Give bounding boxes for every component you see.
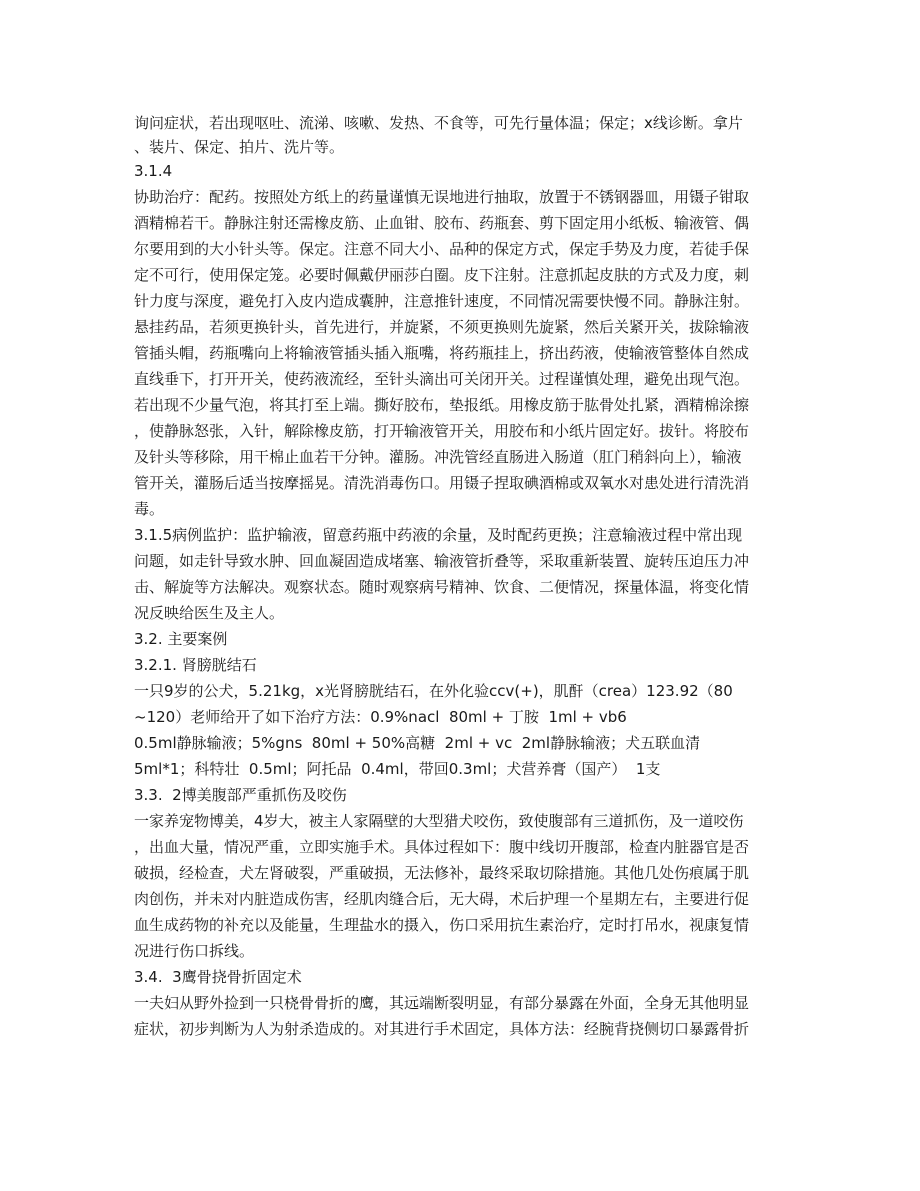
text-line: 3.1.5病例监护：监护输液，留意药瓶中药液的余量，及时配药更换；注意输液过程中常出现 <box>134 526 743 544</box>
text-line: 悬挂药品，若须更换针头，首先进行，并旋紧，不须更换则先旋紧，然后关紧开关，拔除输液 <box>134 318 750 336</box>
text-line: 尔要用到的大小针头等。保定。注意不同大小、品种的保定方式，保定手势及力度，若徒手保 <box>134 240 750 258</box>
text-line: 定不可行，使用保定笼。必要时佩戴伊丽莎白圈。皮下注射。注意抓起皮肤的方式及力度，刺 <box>134 266 750 284</box>
text-line: 3.2. 主要案例 <box>134 630 228 648</box>
text-line: 若出现不少量气泡，将其打至上端。撕好胶布，垫报纸。用橡皮筋于肱骨处扎紧，酒精棉涂擦 <box>134 396 750 414</box>
text-line: 3.3. 2博美腹部严重抓伤及咬伤 <box>134 786 347 804</box>
document-body <box>134 110 786 1042</box>
text-line: 一夫妇从野外捡到一只桡骨骨折的鹰，其远端断裂明显，有部分暴露在外面，全身无其他明显 <box>134 994 750 1012</box>
text-line: 酒精棉若干。静脉注射还需橡皮筋、止血钳、胶布、药瓶套、剪下固定用小纸板、输液管、偶 <box>134 214 750 232</box>
text-line: 况进行伤口拆线。 <box>134 942 255 960</box>
text-line: 血生成药物的补充以及能量，生理盐水的摄入，伤口采用抗生素治疗，定时打吊水，视康复情 <box>134 916 750 934</box>
text-line: 及针头等移除，用干棉止血若干分钟。灌肠。冲洗管经直肠进入肠道（肛门稍斜向上），输液 <box>134 448 742 466</box>
text-line: 毒。 <box>134 500 165 518</box>
text-line: 一家养宠物博美，4岁大，被主人家隔壁的大型猎犬咬伤，致使腹部有三道抓伤，及一道咬伤 <box>134 812 744 830</box>
text-line: 肉创伤，并未对内脏造成伤害，经肌肉缝合后，无大碍，术后护理一个星期左右，主要进行促 <box>134 890 750 908</box>
text-line: 管插头帽，药瓶嘴向上将输液管插头插入瓶嘴，将药瓶挂上，挤出药液，使输液管整体自然成 <box>134 344 750 362</box>
text-line: ，使静脉怒张，入针，解除橡皮筋，打开输液管开关，用胶布和小纸片固定好。拔针。将胶布 <box>134 422 750 440</box>
text-line: ~120）老师给开了如下治疗方法：0.9%nacl 80ml + 丁胺 1ml + vb6 <box>134 708 627 726</box>
text-line: 询问症状，若出现呕吐、流涕、咳嗽、发热、不食等，可先行量体温；保定；x线诊断。拿片 <box>134 114 743 132</box>
text-line: 针力度与深度，避免打入皮内造成囊肿，注意推针速度，不同情况需要快慢不同。静脉注射。 <box>134 292 750 310</box>
text-line: 问题，如走针导致水肿、回血凝固造成堵塞、输液管折叠等，采取重新装置、旋转压迫压力冲 <box>134 552 750 570</box>
text-line: 一只9岁的公犬，5.21kg，x光肾膀胱结石，在外化验ccv(+)，肌酐（crea）123.92（80 <box>134 682 733 700</box>
text-line: 破损，经检查，犬左肾破裂，严重破损，无法修补，最终采取切除措施。其他几处伤痕属于肌 <box>134 864 750 882</box>
text-line: 直线垂下，打开开关，使药液流经，至针头滴出可关闭开关。过程谨慎处理，避免出现气泡。 <box>134 370 750 388</box>
text-line: 协助治疗：配药。按照处方纸上的药量谨慎无误地进行抽取，放置于不锈钢器皿，用镊子钳取 <box>134 188 750 206</box>
text-line: 况反映给医生及主人。 <box>134 604 285 622</box>
text-line: 3.1.4 <box>134 162 173 180</box>
text-line: 3.4. 3鹰骨挠骨折固定术 <box>134 968 302 986</box>
text-line: 3.2.1. 肾膀胱结石 <box>134 656 257 674</box>
text-line: ，出血大量，情况严重，立即实施手术。具体过程如下：腹中线切开腹部，检查内脏器官是否 <box>134 838 750 856</box>
text-line: 症状，初步判断为人为射杀造成的。对其进行手术固定，具体方法：经腕背挠侧切口暴露骨折 <box>134 1020 750 1038</box>
text-line: 、装片、保定、拍片、洗片等。 <box>134 138 345 156</box>
text-line: 0.5ml静脉输液；5%gns 80ml + 50%高糖 2ml + vc 2ml静脉输液；犬五联血清 <box>134 734 701 752</box>
text-line: 管开关，灌肠后适当按摩摇晃。清洗消毒伤口。用镊子捏取碘酒棉或双氧水对患处进行清洗消 <box>134 474 750 492</box>
text-line: 5ml*1；科特壮 0.5ml；阿托品 0.4ml，带回0.3ml；犬营养膏（国产） 1支 <box>134 760 661 778</box>
text-line: 击、解旋等方法解决。观察状态。随时观察病号精神、饮食、二便情况，探量体温，将变化情 <box>134 578 750 596</box>
